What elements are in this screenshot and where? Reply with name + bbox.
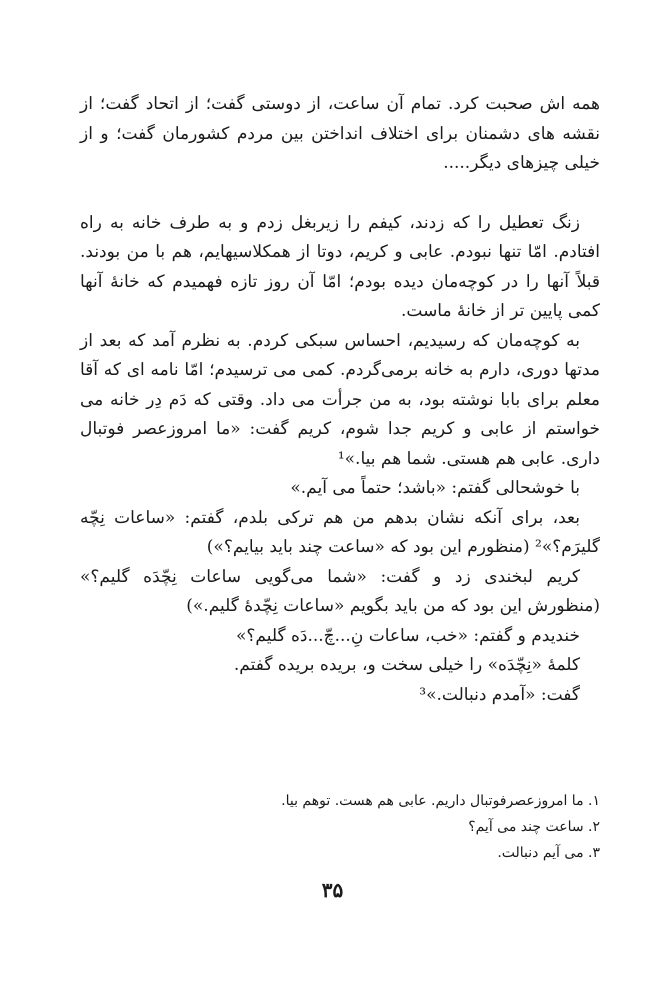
page-number: ۳۵ xyxy=(321,878,344,902)
paragraph: کریم لبخندی زد و گفت: «شما می‌گویی ساعات نِچّدَه گلیم؟» (منظورش این بود که من باید بگویم «ساعات نِچّدهٔ گلیم.») xyxy=(80,566,600,616)
paragraph-gap xyxy=(80,179,600,209)
paragraph: به کوچه‌مان که رسیدیم، احساس سبکی کردم. به نظرم آمد که بعد از مدتها دوری، دارم به خانه برمی‌گردم. کمی می ترسیدم؛ امّا نامه ای که آقا معلم برای بابا نوشته بود، به من جرأت می داد. وقتی که دَم دِر خانه می خواستم از عابی و کریم جدا شوم، کریم گفت: «ما امروزعصر فوتبال داری. عابی هم هستی. شما هم بیا.»¹ xyxy=(80,330,600,469)
page-body xyxy=(80,90,600,710)
paragraph: همه اش صحبت کرد. تمام آن ساعت، از دوستی گفت؛ از اتحاد گفت؛ از نقشه های دشمنان برای اختلاف انداختن بین مردم کشورمان گفت؛ و از خیلی چیزهای دیگر..... xyxy=(80,94,600,173)
footnote-2: ۲. ساعت چند می آیم؟ xyxy=(468,819,600,835)
paragraph: کلمهٔ «نِچّدَه» را خیلی سخت و، بریده بریده گفتم. xyxy=(233,655,580,675)
main-text xyxy=(80,90,600,710)
paragraph: بعد، برای آنکه نشان بدهم من هم ترکی بلدم، گفتم: «ساعات نِچّه گلیرَم؟»² (منظورم این بود که «ساعت چند باید بیایم؟») xyxy=(80,507,600,557)
paragraph: خندیدم و گفتم: «خب، ساعات نِ...چّ...دَه گلیم؟» xyxy=(235,625,580,646)
paragraph: زنگ تعطیل را که زدند، کیفم را زیربغل زدم و به طرف خانه به راه افتادم. امّا تنها نبودم. عابی و کریم، دوتا از همکلاسیهایم، هم با من بودند. قبلاً آنها را در کوچه‌مان دیده بودم؛ امّا آن روز تازه فهمیدم که خانهٔ آنها کمی پایین تر از خانهٔ ماست. xyxy=(80,212,600,321)
paragraph: با خوشحالی گفتم: «باشد؛ حتماً می آیم.» xyxy=(290,478,580,498)
footnote-3: ۳. می آیم دنبالت. xyxy=(497,845,600,861)
footnotes xyxy=(80,788,600,866)
footnote-1: ۱. ما امروزعصرفوتبال داریم. عابی هم هست. توهم بیا. xyxy=(281,793,600,809)
paragraph: گفت: «آمدم دنبالت.»³ xyxy=(419,684,580,705)
